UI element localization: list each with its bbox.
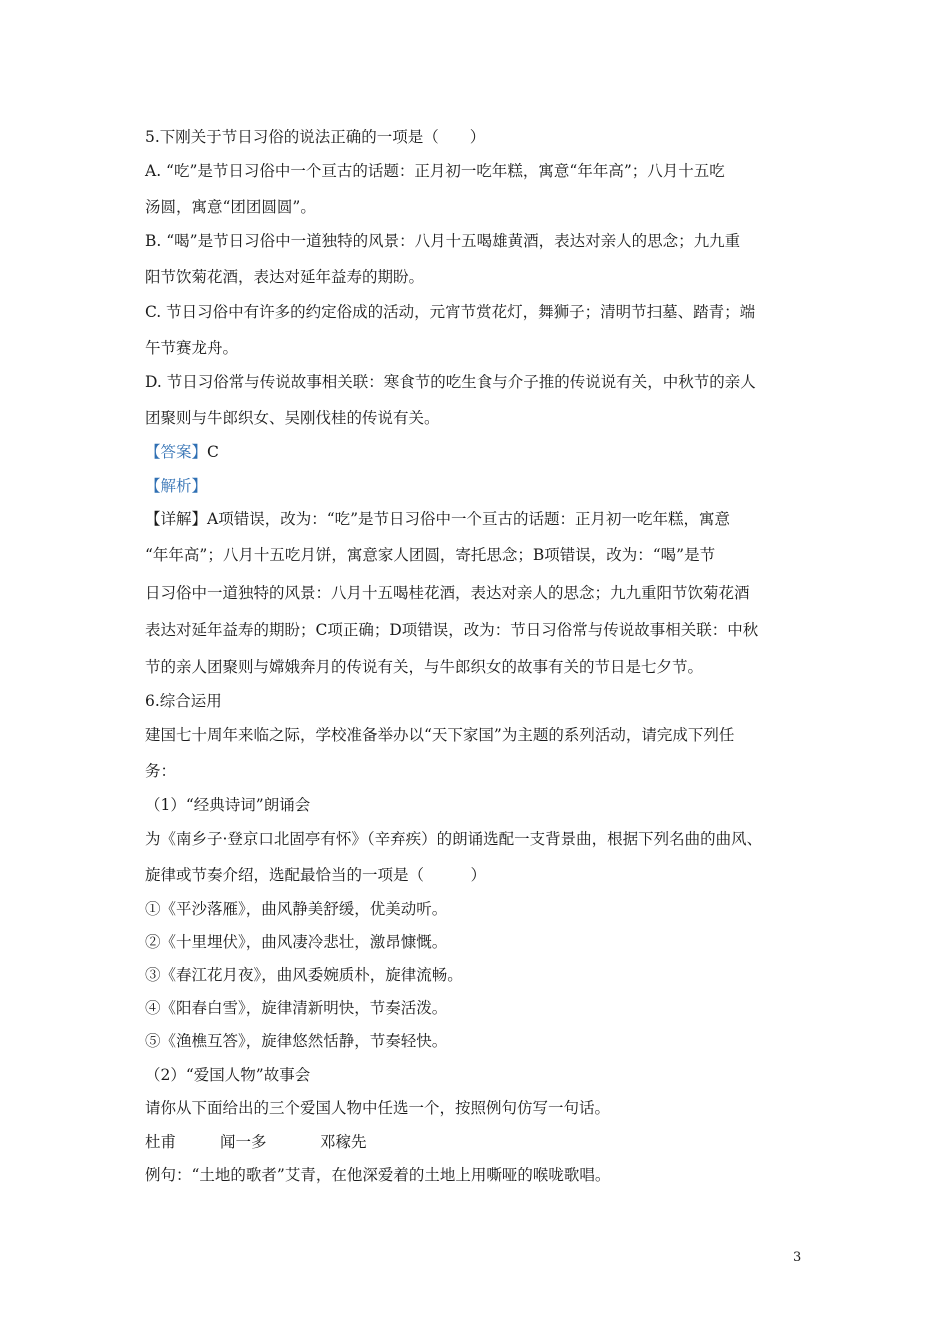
answer-tag: 【答案】 <box>145 443 208 461</box>
answer-value: C <box>207 443 219 461</box>
q6-part2-line1: 请你从下面给出的三个爱国人物中任选一个，按照例句仿写一句话。 <box>145 1099 611 1117</box>
analysis-line <box>145 475 207 497</box>
q5-option-c-line2: 午节赛龙舟。 <box>145 339 239 357</box>
music-option-2: ②《十里埋伏》，曲风凄冷悲壮，激昂慷慨。 <box>145 933 448 951</box>
q6-part1-heading: （1）“经典诗词”朗诵会 <box>145 796 311 814</box>
q6-intro-line2: 务： <box>145 762 177 780</box>
detail-text1: A项错误，改为：“吃”是节日习俗中一个亘古的话题：正月初一吃年糕，寓意 <box>207 510 731 528</box>
music-option-4: ④《阳春白雪》，旋律清新明快，节奏活泼。 <box>145 999 448 1017</box>
q5-option-c-line1: C. 节日习俗中有许多的约定俗成的活动，元宵节赏花灯，舞狮子；清明节扫墓、踏青；端 <box>145 303 756 321</box>
name-deng-jiaxian: 邓稼先 <box>320 1133 367 1151</box>
detail-line3: 日习俗中一道独特的风景：八月十五喝桂花酒，表达对亲人的思念；九九重阳节饮菊花酒 <box>145 584 750 602</box>
music-option-3: ③《春江花月夜》，曲风委婉质朴，旋律流畅。 <box>145 966 463 984</box>
q5-option-d-line2: 团聚则与牛郎织女、吴刚伐桂的传说有关。 <box>145 409 440 427</box>
patriot-names <box>145 1131 367 1153</box>
detail-line5: 节的亲人团聚则与嫦娥奔月的传说有关，与牛郎织女的故事有关的节日是七夕节。 <box>145 658 704 676</box>
page-number: 3 <box>793 1250 802 1265</box>
music-option-1: ①《平沙落雁》，曲风静美舒缓，优美动听。 <box>145 900 448 918</box>
q5-option-b-line2: 阳节饮菊花酒，表达对延年益寿的期盼。 <box>145 268 425 286</box>
q6-intro-line1: 建国七十周年来临之际，学校准备举办以“天下家国”为主题的系列活动，请完成下列任 <box>145 726 735 744</box>
answer-line <box>145 441 219 463</box>
q5-option-a-line1: A. “吃”是节日习俗中一个亘古的话题：正月初一吃年糕，寓意“年年高”；八月十五吃 <box>145 162 725 180</box>
detail-line4: 表达对延年益寿的期盼；C项正确；D项错误，改为：节日习俗常与传说故事相关联：中秋 <box>145 621 759 639</box>
example-sentence: 例句：“土地的歌者”艾青，在他深爱着的土地上用嘶哑的喉咙歌唱。 <box>145 1166 611 1184</box>
q6-part2-heading: （2）“爱国人物”故事会 <box>145 1066 311 1084</box>
music-option-5: ⑤《渔樵互答》，旋律悠然恬静，节奏轻快。 <box>145 1032 448 1050</box>
q6-part1-line1: 为《南乡子·登京口北固亭有怀》（辛弃疾）的朗诵选配一支背景曲，根据下列名曲的曲风、 <box>145 830 763 848</box>
analysis-tag: 【解析】 <box>145 477 208 495</box>
q5-option-d-line1: D. 节日习俗常与传说故事相关联：寒食节的吃生食与介子推的传说说有关，中秋节的亲人 <box>145 373 756 391</box>
detail-line2: “年年高”；八月十五吃月饼，寓意家人团圆，寄托思念；B项错误，改为：“喝”是节 <box>145 546 716 564</box>
detail-tag: 【详解】 <box>145 510 208 528</box>
q6-title: 6.综合运用 <box>145 692 222 710</box>
q6-part1-line2: 旋律或节奏介绍，选配最恰当的一项是（ ） <box>145 866 487 884</box>
detail-line1 <box>145 508 730 530</box>
name-du-fu: 杜甫 <box>145 1133 177 1151</box>
name-wen-yiduo: 闻一多 <box>220 1133 267 1151</box>
q5-option-b-line1: B. “喝”是节日习俗中一道独特的风景：八月十五喝雄黄酒，表达对亲人的思念；九九重 <box>145 232 741 250</box>
q5-stem: 5.下刚关于节日习俗的说法正确的一项是（ ） <box>145 128 486 146</box>
q5-option-a-line2: 汤圆，寓意“团团圆圆”。 <box>145 198 316 216</box>
